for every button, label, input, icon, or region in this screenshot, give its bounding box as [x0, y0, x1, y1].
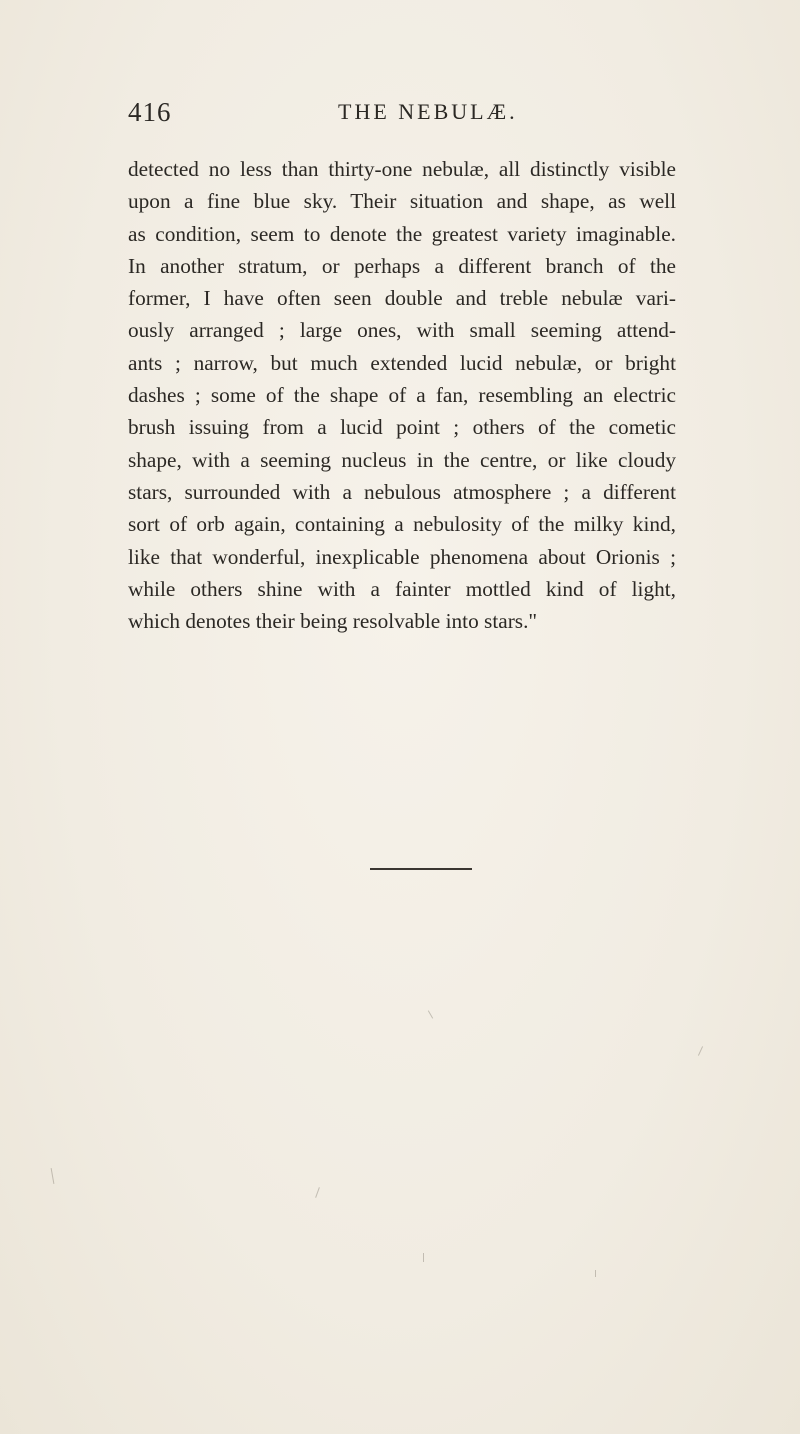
- text-line: stars, surrounded with a nebulous atmosphere ; a different: [128, 479, 676, 504]
- body-paragraph: [128, 153, 676, 637]
- text-line: like that wonderful, inexplicable phenomena about Orionis ;: [128, 544, 676, 569]
- text-line: detected no less than thirty-one nebulæ, all distinctly visible: [128, 157, 676, 181]
- paper-speck: [423, 1253, 424, 1262]
- page-number: 416: [128, 97, 172, 127]
- paper-speck: [428, 1010, 433, 1018]
- text-line: sort of orb again, containing a nebulosity of the milky kind,: [128, 512, 676, 537]
- text-line: In another stratum, or perhaps a different branch of the: [128, 253, 676, 278]
- paper-speck: [698, 1046, 703, 1055]
- section-divider: [370, 868, 472, 870]
- text-line: dashes ; some of the shape of a fan, resembling an electric: [128, 383, 676, 408]
- text-line: which denotes their being resolvable into stars.": [128, 609, 538, 634]
- text-line: while others shine with a fainter mottled kind of light,: [128, 576, 676, 601]
- text-line: former, I have often seen double and treble nebulæ vari-: [128, 286, 676, 311]
- paper-speck: [51, 1168, 55, 1184]
- running-head: [128, 92, 676, 132]
- text-line: ants ; narrow, but much extended lucid nebulæ, or bright: [128, 350, 676, 375]
- text-line: as condition, seem to denote the greatest variety imaginable.: [128, 221, 676, 246]
- paper-speck: [595, 1270, 596, 1277]
- running-title: THE NEBULÆ.: [338, 99, 518, 124]
- text-line: upon a fine blue sky. Their situation and shape, as well: [128, 189, 676, 214]
- text-line: ously arranged ; large ones, with small seeming attend-: [128, 318, 676, 343]
- paper-speck: [315, 1187, 320, 1198]
- text-line: shape, with a seeming nucleus in the centre, or like cloudy: [128, 447, 676, 472]
- text-line: brush issuing from a lucid point ; others of the cometic: [128, 415, 676, 440]
